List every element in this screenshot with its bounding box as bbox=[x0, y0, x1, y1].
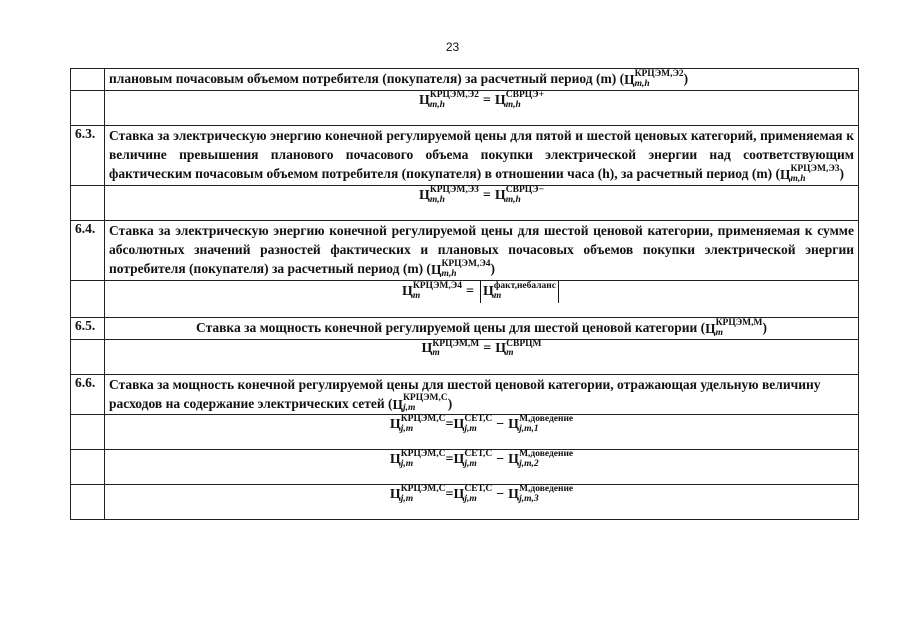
table-row bbox=[71, 339, 859, 374]
row-text: Ставка за электрическую энергию конечной регулируемой цены для пятой и шестой ценовых категорий, применяемая к величине превышения планового почасового объема покупки электрической энергии над соответствующим фактическим почасовым объемом потребителя (покупателя) в отношении часа (h), за расчетный период (m) (Ц КРЦЭМ,Э3 m,h ) bbox=[105, 125, 859, 185]
table-row bbox=[71, 125, 859, 185]
rates-table bbox=[70, 68, 859, 520]
formula: Ц КРЦЭМ,С j,m =Ц СЕТ,С j,m − Ц М,доведение j,m,2 bbox=[105, 450, 859, 485]
symbol: Ц bbox=[624, 72, 635, 88]
row-number: 6.4. bbox=[71, 220, 105, 280]
row-number: 6.6. bbox=[71, 374, 105, 415]
table-row bbox=[71, 374, 859, 415]
table-row bbox=[71, 280, 859, 317]
formula: Ц КРЦЭМ,С j,m =Ц СЕТ,С j,m − Ц М,доведение j,m,3 bbox=[105, 485, 859, 520]
row-number: 6.5. bbox=[71, 317, 105, 339]
table-row bbox=[71, 317, 859, 339]
row-number bbox=[71, 69, 105, 91]
table-row bbox=[71, 90, 859, 125]
row-text: Ставка за мощность конечной регулируемой цены для шестой ценовой категории (Ц КРЦЭМ,М m ) bbox=[105, 317, 859, 339]
formula: Ц КРЦЭМ,С j,m =Ц СЕТ,С j,m − Ц М,доведение j,m,1 bbox=[105, 415, 859, 450]
row-text: Ставка за мощность конечной регулируемой цены для шестой ценовой категории, отражающая удельную величину расходов на содержание электрических сетей (Ц КРЦЭМ,С j,m ) bbox=[105, 374, 859, 415]
table-row bbox=[71, 485, 859, 520]
table-row bbox=[71, 69, 859, 91]
formula: Ц КРЦЭМ,Э4 m = Ц факт,небаланс m bbox=[105, 280, 859, 317]
row-text: Ставка за электрическую энергию конечной регулируемой цены для шестой ценовой категории, применяемая к сумме абсолютных значений разностей фактических и плановых почасовых объемов покупки электрической энергии потребителя (покупателя) за расчетный период (m) (Ц КРЦЭМ,Э4 m,h ) bbox=[105, 220, 859, 280]
formula: Ц КРЦЭМ,Э2 m,h = Ц СВРЦЭ+ m,h bbox=[105, 90, 859, 125]
table-row bbox=[71, 450, 859, 485]
formula: Ц КРЦЭМ,Э3 m,h = Ц СВРЦЭ− m,h bbox=[105, 185, 859, 220]
formula: Ц КРЦЭМ,М m = Ц СВРЦМ m bbox=[105, 339, 859, 374]
row-number: 6.3. bbox=[71, 125, 105, 185]
row-text: плановым почасовым объемом потребителя (покупателя) за расчетный период (m) (Ц КРЦЭМ,Э2 m,h ) bbox=[105, 69, 859, 91]
table-row bbox=[71, 185, 859, 220]
table-row bbox=[71, 415, 859, 450]
page-number: 23 bbox=[445, 40, 460, 54]
table-row bbox=[71, 220, 859, 280]
